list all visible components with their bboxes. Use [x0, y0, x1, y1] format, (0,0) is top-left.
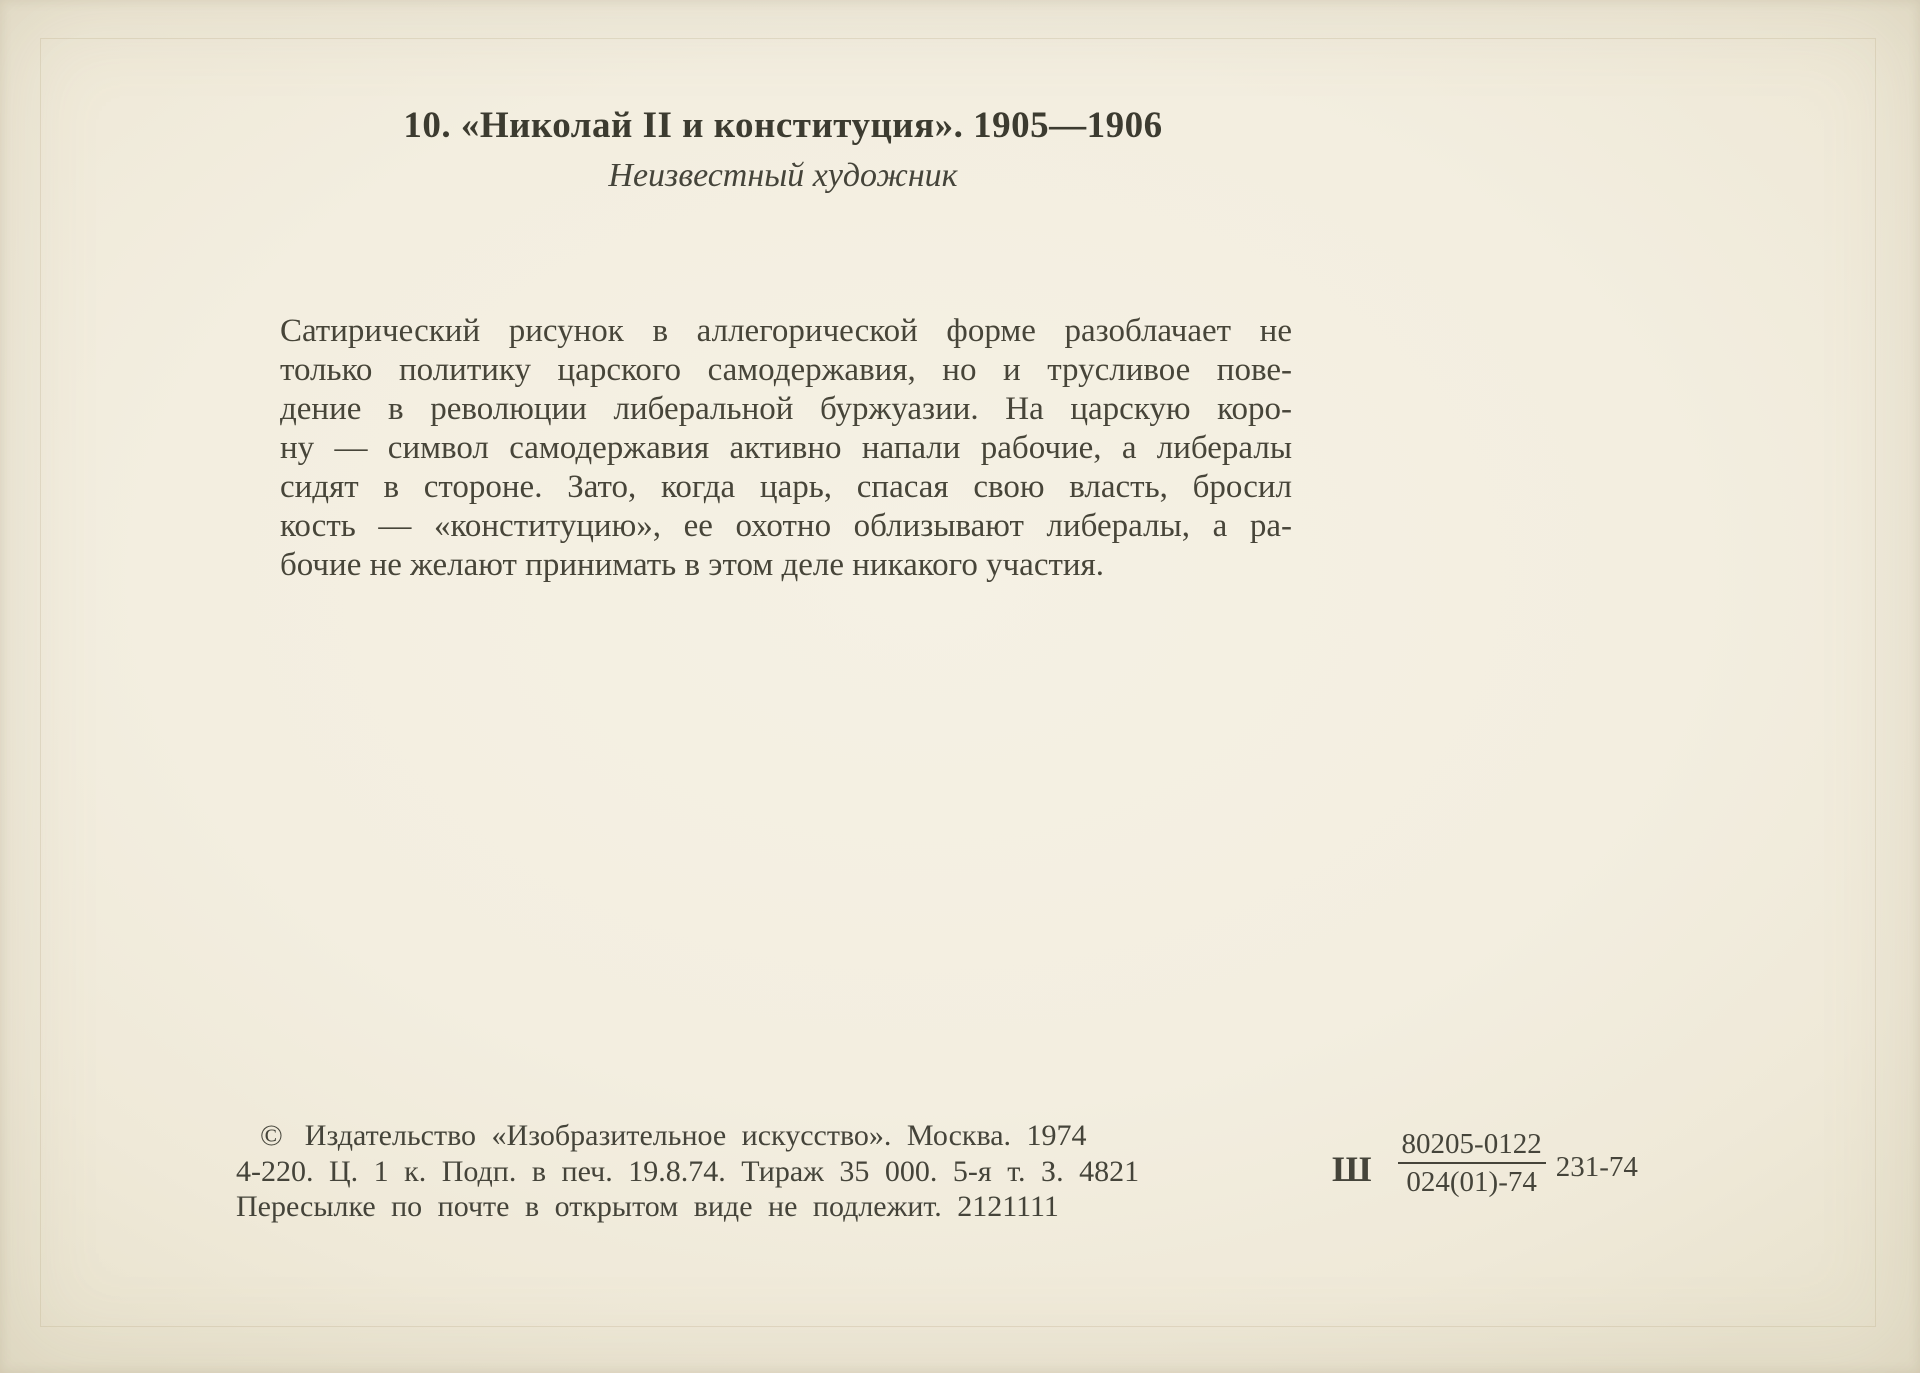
imprint-publisher-line: [236, 1118, 1096, 1154]
paragraph-line: бочие не желают принимать в этом деле никакого участия.: [280, 547, 1104, 583]
copyright-icon: ©: [260, 1119, 283, 1152]
catalog-series-letter: Ш: [1332, 1149, 1372, 1190]
paragraph-line: ну — символ самодержавия активно напали рабочие, а либералы: [280, 430, 1292, 466]
catalog-numerator: 80205-0122: [1398, 1128, 1546, 1164]
catalog-fraction: [1398, 1128, 1546, 1199]
imprint-block: [236, 1118, 1140, 1225]
paragraph-line: сидят в стороне. Зато, когда царь, спасая свою власть, бросил: [280, 469, 1292, 505]
paragraph-line: Сатирический рисунок в аллегорической форме разоблачает не: [280, 313, 1292, 349]
imprint-publisher-text: Издательство «Изобразительное искусство». Москва. 1974: [304, 1119, 1087, 1152]
artwork-title: 10. «Николай II и конституция». 1905—1906: [403, 105, 1163, 146]
paragraph-line: кость — «конституцию», ее охотно облизывают либералы, а ра-: [280, 508, 1292, 544]
imprint-print-info-line: 4-220. Ц. 1 к. Подп. в печ. 19.8.74. Тираж 35 000. 5-я т. З. 4821: [236, 1154, 1140, 1188]
paragraph-line: только политику царского самодержавия, но и трусливое пове-: [280, 352, 1292, 388]
catalog-suffix: 231-74: [1555, 1150, 1638, 1183]
header-block: [268, 104, 1298, 195]
catalog-denominator: 024(01)-74: [1406, 1166, 1537, 1199]
artist-name: Неизвестный художник: [608, 157, 958, 194]
catalog-code-block: [1332, 1128, 1638, 1199]
description-paragraph: [280, 312, 1292, 585]
imprint-postal-note-line: Пересылке по почте в открытом виде не подлежит. 2121111: [236, 1190, 1059, 1223]
paragraph-line: дение в революции либеральной буржуазии. На царскую коро-: [280, 391, 1292, 427]
